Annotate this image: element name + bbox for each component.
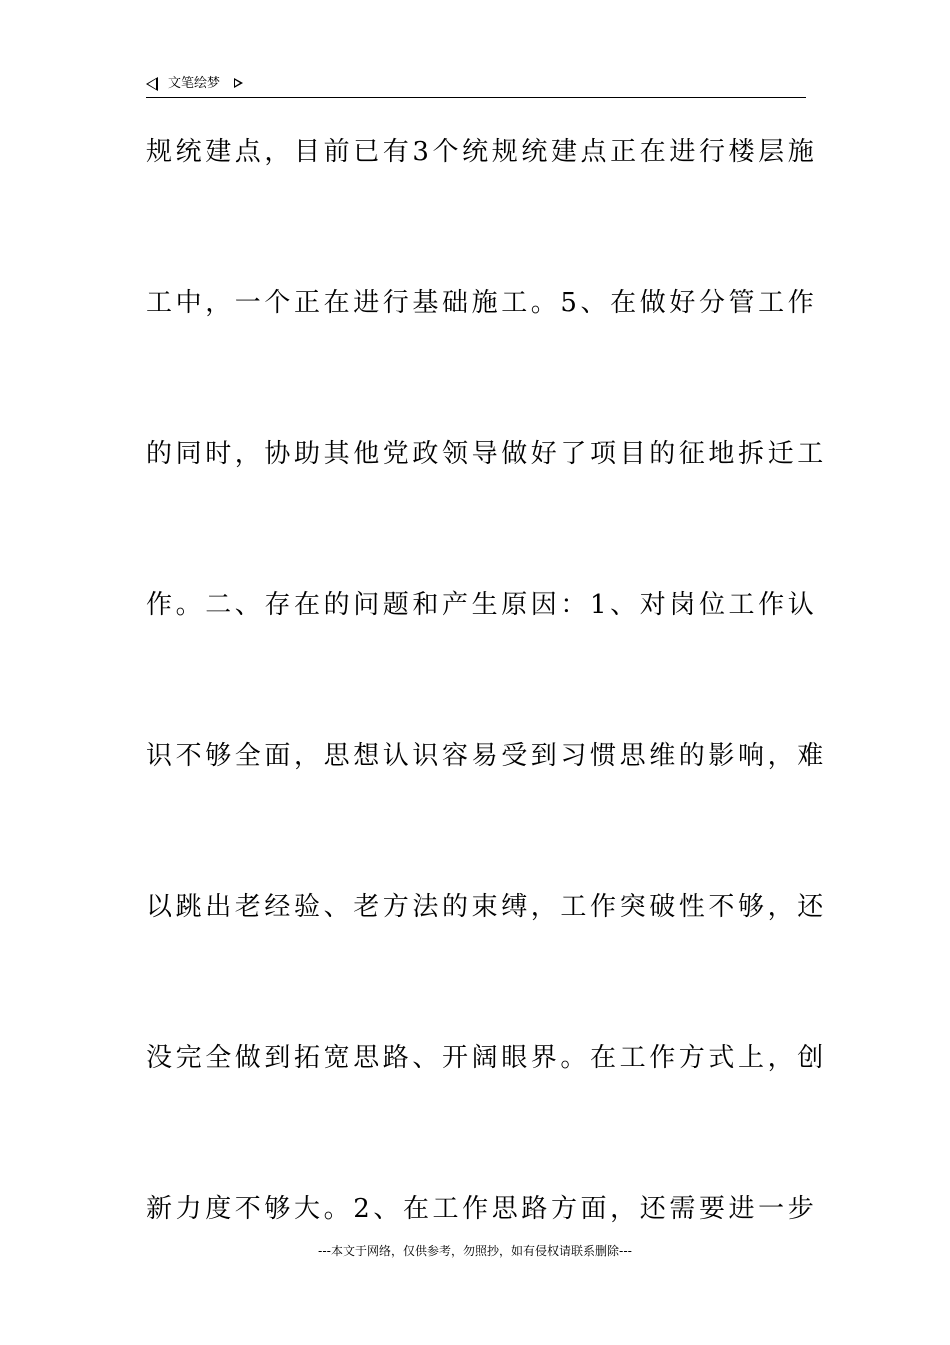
body-line-1: 规统建点，目前已有3个统规统建点正在进行楼层施 [146, 137, 818, 167]
body-line-6: 以跳出老经验、老方法的束缚，工作突破性不够，还 [146, 892, 827, 922]
body-line-2: 工中，一个正在进行基础施工。5、在做好分管工作 [146, 288, 818, 318]
body-line-4: 作。二、存在的问题和产生原因：1、对岗位工作认 [146, 590, 818, 620]
page-header [146, 76, 806, 98]
footer-notice: ---本文于网络，仅供参考，勿照抄，如有侵权请联系删除--- [318, 1244, 632, 1258]
right-triangle-icon [234, 78, 243, 88]
body-line-7: 没完全做到拓宽思路、开阔眼界。在工作方式上，创 [146, 1043, 827, 1073]
header-divider [146, 97, 806, 98]
body-line-3: 的同时，协助其他党政领导做好了项目的征地拆迁工 [146, 439, 827, 469]
left-triangle-icon [146, 77, 158, 91]
header-title: 文笔绘梦 [168, 76, 221, 91]
body-line-5: 识不够全面，思想认识容易受到习惯思维的影响，难 [146, 741, 827, 771]
body-line-8: 新力度不够大。2、在工作思路方面，还需要进一步 [146, 1194, 818, 1224]
document-body [146, 137, 827, 1345]
